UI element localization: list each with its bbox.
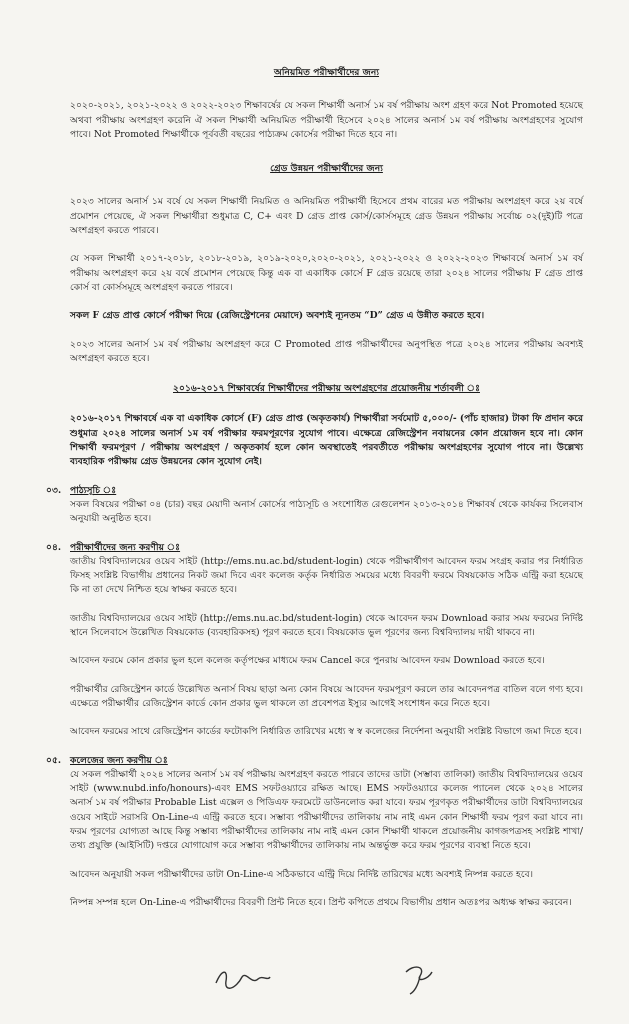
- grade-heading: গ্রেড উন্নয়ন পরীক্ষার্থীদের জন্য: [270, 163, 383, 175]
- syllabus-paragraph: সকল বিষয়ের পরীক্ষা ০৪ (চার) বছর মেয়াদী অনার্স কোর্সের পাঠ্যসূচি ও সংশোধিত রেগুলেশন ২০১৩-২০১৪ শিক্ষাবর্ষ থেকে কার্যকর সিলেবাস অনুযায়ী অনুষ্ঠিত হবে।: [70, 498, 583, 525]
- examinees-paragraph-4: পরীক্ষার্থীর রেজিস্ট্রেশন কার্ডে উল্লেখিত অনার্স বিষয় ছাড়া অন্য কোন বিষয়ে আবেদন ফরমপূরণ করলে তার আবেদনপত্র বাতিল বলে গণ্য হবে। এক্ষেত্রে পরীক্ষার্থীর রেজিস্ট্রেশন কার্ডে কোন প্রকার ভুল থাকলে তা প্রবেশপত্র ইস্যুর আগেই সংশোধন করে নিতে হবে।: [70, 683, 583, 709]
- syllabus-number: ০৩.: [46, 484, 62, 496]
- conditions-paragraph: ২০১৬-২০১৭ শিক্ষাবর্ষে এক বা একাধিক কোর্সে (F) গ্রেড প্রাপ্ত (অকৃতকার্য) শিক্ষার্থীরা সর্বমোট ৫,০০০/- (পাঁচ হাজার) টাকা ফি প্রদান করে শুধুমাত্র ২০২৪ সালের অনার্স ১ম বর্ষ পরীক্ষার ফরমপূরণের সুযোগ পাবে। এক্ষেত্রে রেজিস্ট্রেশন নবায়নের কোন প্রয়োজন হবে না। কোন শিক্ষার্থী ফরমপূরণ / পরীক্ষায় অংশগ্রহণ / অকৃতকার্য হলে কোন অবস্থাতেই পরবর্তীতে পরীক্ষায় অংশগ্রহণের সুযোগ পাবে না। উল্লেখ্য ব্যবহারিক পরীক্ষায় গ্রেড উন্নয়নের কোন সুযোগ নেই।: [70, 413, 583, 468]
- syllabus-section: [46, 484, 583, 527]
- grade-paragraph-1: ২০২৩ সালের অনার্স ১ম বর্ষে যে সকল শিক্ষার্থী নিয়মিত ও অনিয়মিত পরীক্ষার্থী হিসেবে প্রথম বারের মত পরীক্ষায় অংশগ্রহণ করে ২য় বর্ষে প্রমোশন পেয়েছে, ঐ সকল শিক্ষার্থীরা শুধুমাত্র C, C+ এবং D গ্রেড প্রাপ্ত কোর্স/কোর্সসমূহে গ্রেড উন্নয়ন পরীক্ষায় সর্বোচ্চ ০২(দুই)টি পত্রে অংশগ্রহণ করতে পারবে।: [70, 196, 583, 237]
- examinees-paragraph-2: জাতীয় বিশ্ববিদ্যালয়ের ওয়েব সাইট (http://ems.nu.ac.bd/student-login) থেকে আবেদন ফরম Download করার সময় ফরমের নির্দিষ্ট স্থানে সিলেবাসে উল্লেখিত বিষয়কোড (ব্যবহারিকসহ) পূরণ করতে হবে। বিষয়কোড ভুল পূরণের জন্য বিশ্ববিদ্যালয় দায়ী থাকবে না।: [70, 612, 583, 639]
- signature-right: [402, 962, 442, 996]
- colleges-paragraph-1: যে সকল পরীক্ষার্থী ২০২৪ সালের অনার্স ১ম বর্ষ পরীক্ষায় অংশগ্রহণ করতে পারবে তাদের ডাটা (সম্ভাব্য তালিকা) জাতীয় বিশ্ববিদ্যালয়ের ওয়েব সাইট (www.nubd.info/honours)-এবং EMS সফটওয়্যারে রক্ষিত আছে। EMS সফটওয়্যারে কলেজ প্যানেল থেকে ২০২৪ সালের অনার্স ১ম বর্ষ পরীক্ষার Probable List এক্সেল ও পিডিএফ ফরমেটে ডাউনলোড করা যাবে। ফরম পূরণকৃত পরীক্ষার্থীদের ডাটা বিশ্ববিদ্যালয়ের ওয়েব সাইটে সরাসরি On-Line-এ এন্ট্রি করতে হবে। সম্ভাব্য পরীক্ষার্থীদের তালিকায় নাম নাই এমন কোন শিক্ষার্থী ফরম পূরণ করা যাবে না। ফরম পূরণের যোগ্যতা আছে কিন্তু সম্ভাব্য পরীক্ষার্থীদের তালিকায় নাম নাই এমন কোন শিক্ষার্থী থাকলে প্রয়োজনীয় কাগজপত্রসহ সংশ্লিষ্ট শাখা/তথ্য প্রযুক্তি (আইসিটি) দপ্তরে যোগাযোগ করে সম্ভাব্য পরীক্ষার্থীদের তালিকায় নাম অন্তর্ভুক্ত করে ফরম পূরণের ব্যবস্থা নিতে হবে।: [70, 768, 583, 852]
- examinees-paragraph-3: আবেদন ফরমে কোন প্রকার ভুল হলে কলেজ কর্তৃপক্ষের মাধ্যমে ফরম Cancel করে পুনরায় আবেদন ফরম Download করতে হবে।: [70, 655, 545, 667]
- conditions-heading: ২০১৬-২০১৭ শিক্ষাবর্ষের শিক্ষার্থীদের পরীক্ষায় অংশগ্রহণের প্রয়োজনীয় শর্তাবলী ঃ: [173, 383, 480, 395]
- colleges-heading: কলেজের জন্য করণীয় ঃ: [70, 754, 168, 766]
- syllabus-heading: পাঠ্যসূচি ঃ: [70, 484, 117, 496]
- examinees-heading: পরীক্ষার্থীদের জন্য করণীয় ঃ: [70, 541, 181, 553]
- examinees-number: ০৪.: [46, 541, 62, 553]
- colleges-paragraph-3: নিষ্পন্ন সম্পন্ন হলে On-Line-এ পরীক্ষার্থীদের বিবরণী প্রিন্ট নিতে হবে। প্রিন্ট কপিতে প্রথমে বিভাগীয় প্রধান অতঃপর অধ্যক্ষ স্বাক্ষর করবেন।: [70, 896, 572, 908]
- signature-left: [212, 965, 272, 993]
- grade-paragraph-4: ২০২৩ সালের অনার্স ১ম বর্ষ পরীক্ষায় অংশগ্রহণ করে C Promoted প্রাপ্ত পরীক্ষার্থীদের অনুপস্থিত পত্রে ২০২৪ সালের পরীক্ষায় অবশ্যই অংশগ্রহণ করতে হবে।: [70, 338, 583, 364]
- examinees-paragraph-5: আবেদন ফরমের সাথে রেজিস্ট্রেশন কার্ডের ফটোকপি নির্ধারিত তারিখের মধ্যে স্ব স্ব কলেজের নির্দেশনা অনুযায়ী সংশ্লিষ্ট বিভাগে জমা দিতে হবে।: [70, 726, 582, 738]
- grade-paragraph-3: সকল F গ্রেড প্রাপ্ত কোর্সে পরীক্ষা দিয়ে (রেজিস্ট্রেশনের মেয়াদে) অবশ্যই ন্যূনতম “D” গ্রেড এ উন্নীত করতে হবে।: [70, 310, 485, 322]
- irregular-heading: অনিয়মিত পরীক্ষার্থীদের জন্য: [273, 67, 380, 78]
- colleges-paragraph-2: আবেদন অনুযায়ী সকল পরীক্ষার্থীদের ডাটা On-Line-এ সঠিকভাবে এন্ট্রি দিয়ে নির্দিষ্ট তারিখের মধ্যে অবশ্যই নিষ্পন্ন করতে হবে।: [70, 868, 533, 880]
- irregular-paragraph: ২০২০-২০২১, ২০২১-২০২২ ও ২০২২-২০২৩ শিক্ষাবর্ষের যে সকল শিক্ষার্থী অনার্স ১ম বর্ষ পরীক্ষায় অংশ গ্রহণ করে Not Promoted হয়েছে অথবা পরীক্ষায় অংশগ্রহণ করেনি ঐ সকল শিক্ষার্থী অনিয়মিত পরীক্ষার্থী হিসেবে ২০২৪ সালের অনার্স ১ম বর্ষ পরীক্ষায় অংশগ্রহণের সুযোগ পাবে। Not Promoted শিক্ষার্থীকে পূর্ববর্তী বছরের পাঠ্যক্রম কোর্সের পরীক্ষা দিতে হবে না।: [70, 100, 583, 140]
- colleges-number: ০৫.: [46, 754, 62, 766]
- examinees-section: [46, 541, 583, 740]
- grade-paragraph-2: যে সকল শিক্ষার্থী ২০১৭-২০১৮, ২০১৮-২০১৯, ২০১৯-২০২০,২০২০-২০২১, ২০২১-২০২২ ও ২০২২-২০২৩ শিক্ষাবর্ষে অনার্স ১ম বর্ষ পরীক্ষায় অংশগ্রহণ করে ২য় বর্ষে প্রমোশন পেয়েছে কিন্তু এক বা একাধিক কোর্সে F গ্রেড রয়েছে তারা ২০২৪ সালের পরীক্ষায় F গ্রেড প্রাপ্ত কোর্স বা কোর্সসমূহে অংশগ্রহণ করতে পারবে।: [70, 253, 583, 293]
- examinees-paragraph-1: জাতীয় বিশ্ববিদ্যালয়ের ওয়েব সাইট (http://ems.nu.ac.bd/student-login) থেকে পরীক্ষার্থীগণ আবেদন ফরম সংগ্রহ করার পর নির্ধারিত ফিসহ সংশ্লিষ্ট বিভাগীয় প্রধানের নিকট জমা দিবে এবং কলেজ কর্তৃক নির্ধারিত সময়ের মধ্যে বিবরণী ফরমে বিষয়কোড সঠিক এন্ট্রি করা হয়েছে কি না তা দেখে নিশ্চিত হয়ে স্বাক্ষর করতে হবে।: [70, 555, 583, 596]
- colleges-section: [46, 754, 583, 911]
